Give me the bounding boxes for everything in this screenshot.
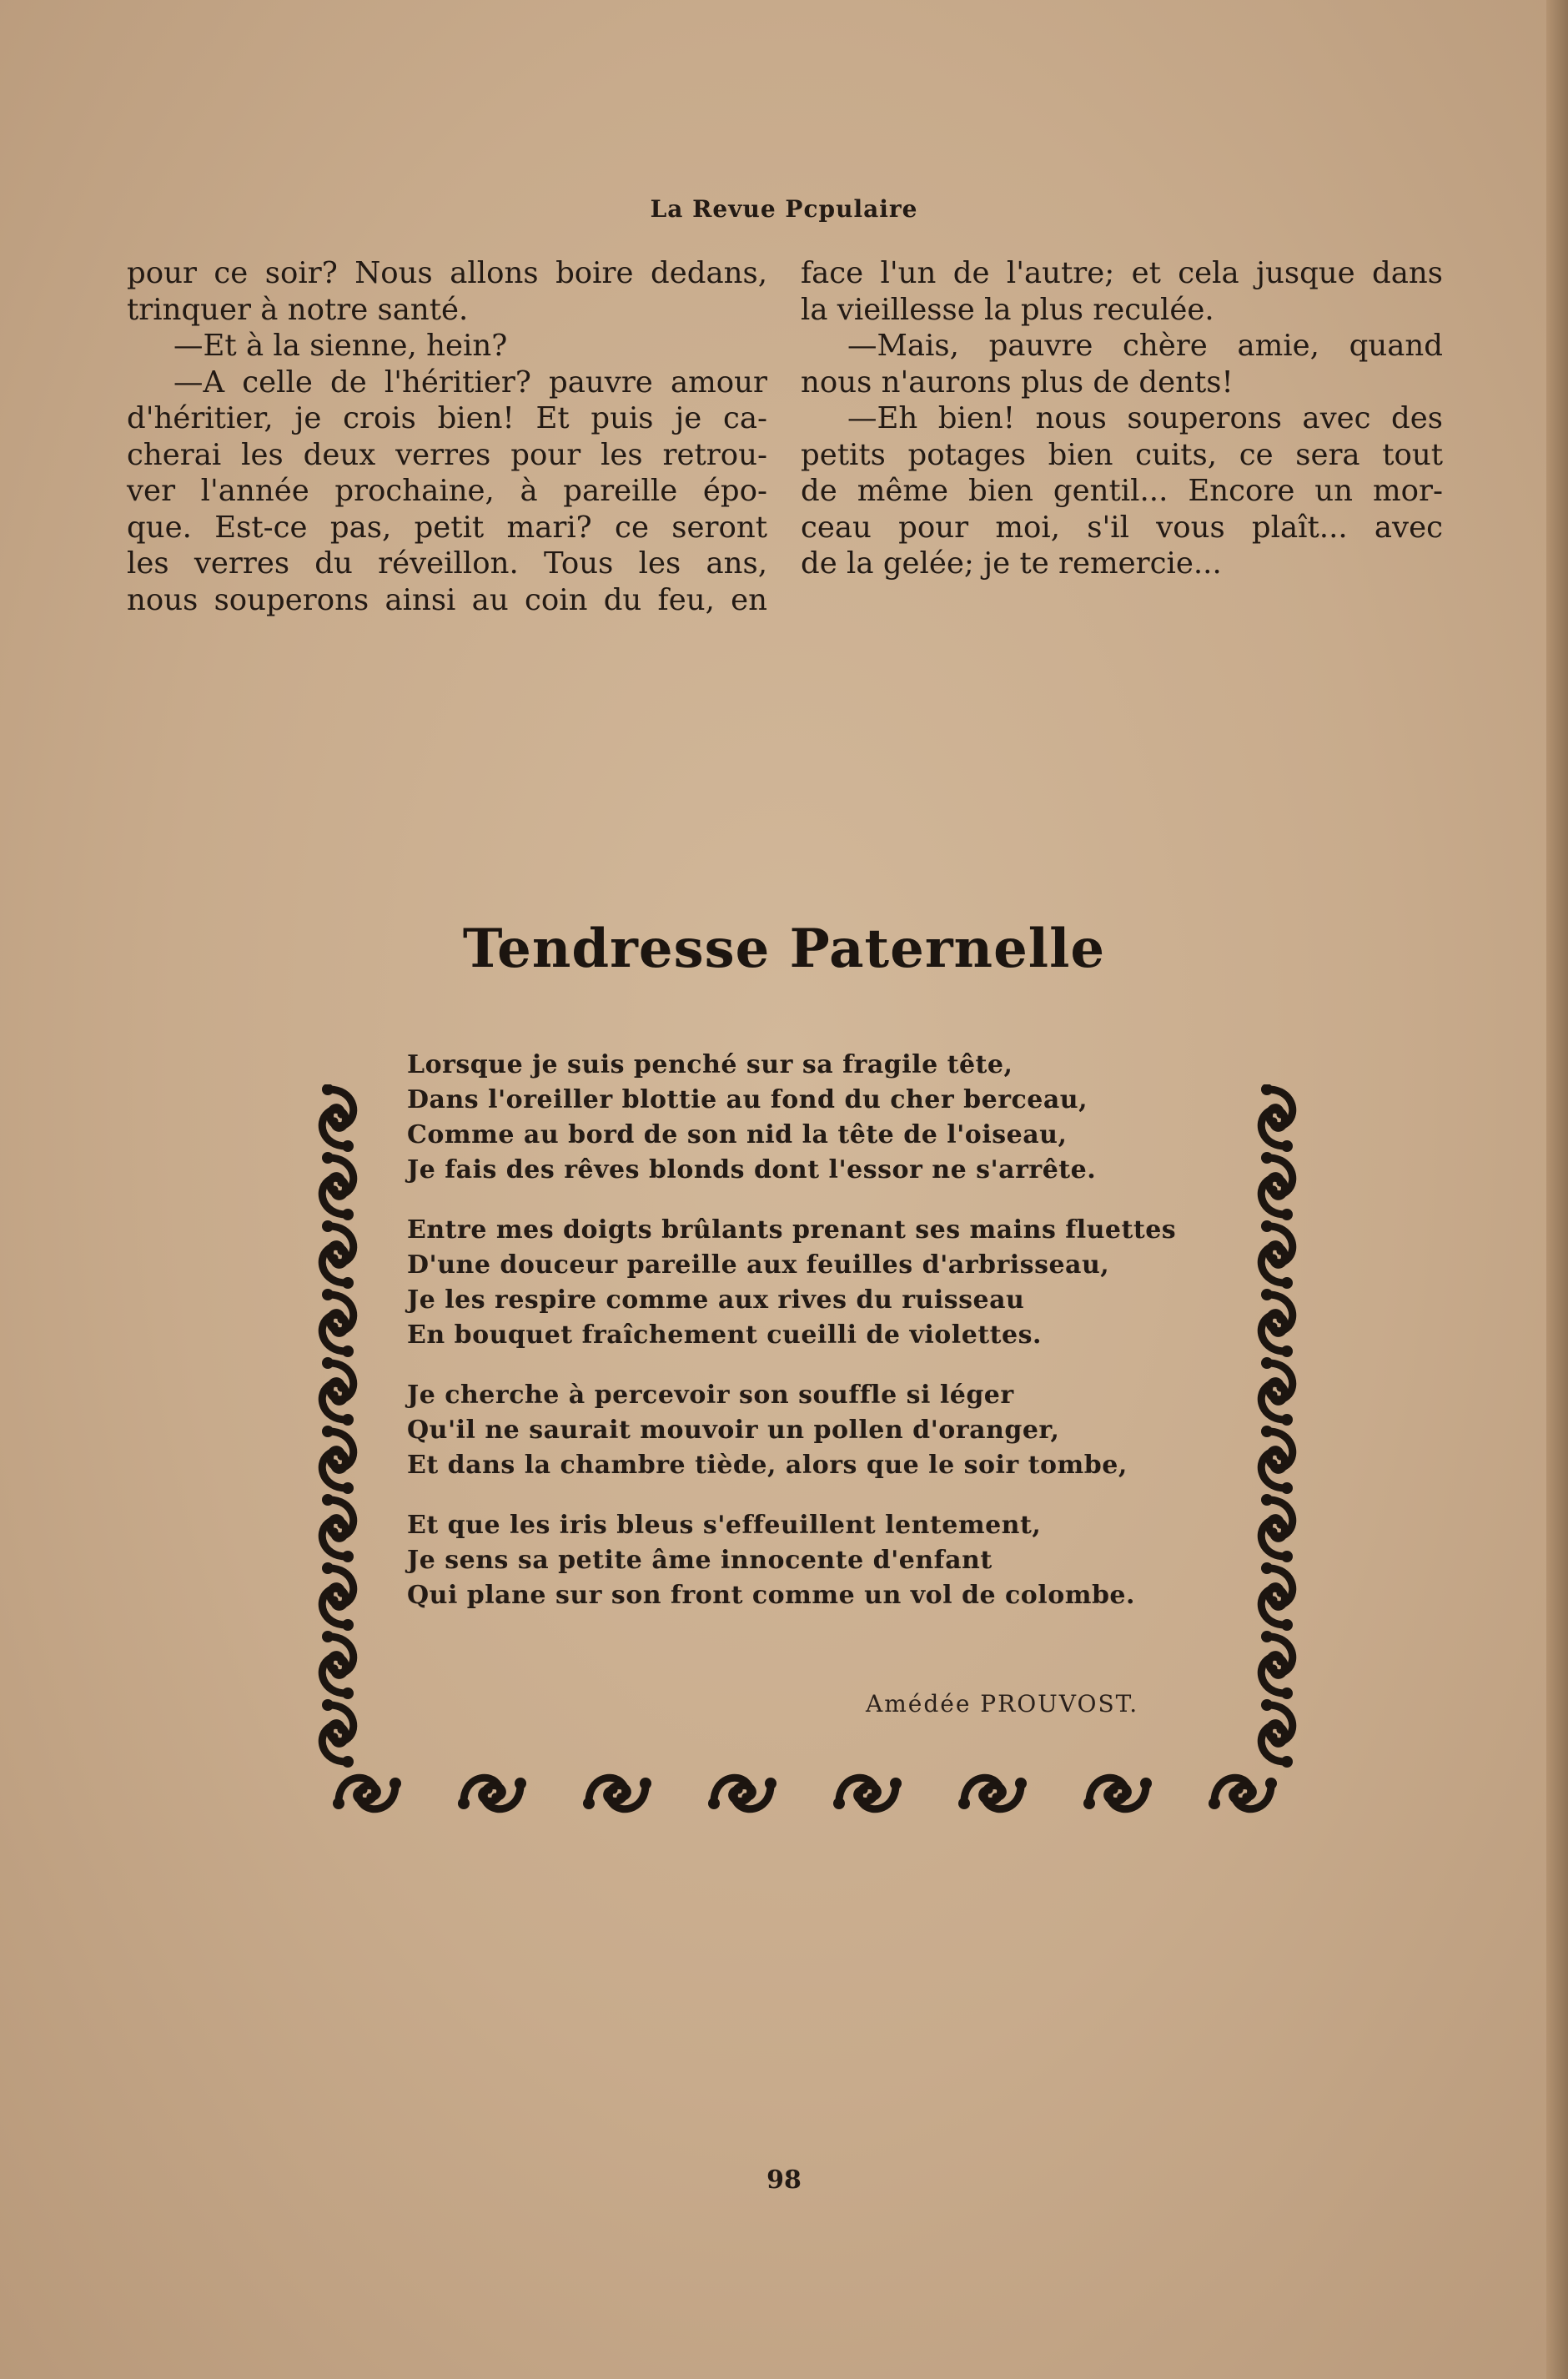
scroll-ornament-icon bbox=[458, 1778, 526, 1809]
text-line: pour ce soir? Nous allons boire dedans, bbox=[127, 256, 767, 290]
scroll-ornament-icon bbox=[1261, 1562, 1293, 1631]
bottom-ornament-border bbox=[300, 1752, 1314, 1835]
text-line: nous souperons ainsi au coin du feu, en bbox=[127, 582, 767, 617]
scroll-ornament-icon bbox=[1261, 1220, 1293, 1289]
text-line: face l'un de l'autre; et cela jusque dans bbox=[801, 256, 1443, 290]
scroll-ornament-icon bbox=[322, 1631, 354, 1699]
text-line: —A celle de l'héritier? pauvre amour bbox=[173, 365, 767, 400]
text-line: de même bien gentil... Encore un mor- bbox=[801, 474, 1443, 508]
scroll-ornament-icon bbox=[833, 1778, 902, 1809]
scroll-ornament-icon bbox=[1209, 1778, 1277, 1809]
text-line: nous n'aurons plus de dents! bbox=[801, 365, 1234, 400]
scroll-ornament-icon bbox=[322, 1357, 354, 1426]
poem-title: Tendresse Paternelle bbox=[462, 918, 1106, 980]
scroll-ornament-icon bbox=[322, 1289, 354, 1357]
stanza bbox=[407, 1508, 1208, 1613]
scroll-ornament-icon bbox=[322, 1494, 354, 1562]
left-column bbox=[127, 255, 767, 618]
verse-line: Je les respire comme aux rives du ruisseau bbox=[407, 1285, 1025, 1315]
verse-line: Qu'il ne saurait mouvoir un pollen d'oranger, bbox=[407, 1416, 1060, 1445]
text-line: —Mais, pauvre chère amie, quand bbox=[847, 329, 1443, 363]
verse-line: Je sens sa petite âme innocente d'enfant bbox=[407, 1546, 993, 1575]
signature: Amédée PROUVOST. bbox=[866, 1690, 1139, 1718]
text-line: ver l'année prochaine, à pareille épo- bbox=[127, 474, 767, 508]
scroll-ornament-icon bbox=[1261, 1631, 1293, 1699]
scroll-ornament-icon bbox=[322, 1562, 354, 1631]
scroll-ornament-icon bbox=[583, 1778, 651, 1809]
right-column bbox=[801, 255, 1443, 582]
verse-line: Comme au bord de son nid la tête de l'oiseau, bbox=[407, 1120, 1068, 1149]
text-line: petits potages bien cuits, ce sera tout bbox=[801, 437, 1443, 472]
scroll-ornament-icon bbox=[322, 1084, 354, 1152]
scroll-ornament-icon bbox=[1261, 1494, 1293, 1562]
text-line: de la gelée; je te remercie... bbox=[801, 546, 1222, 581]
text-line: —Eh bien! nous souperons avec des bbox=[847, 401, 1443, 435]
verse-line: Et que les iris bleus s'effeuillent lentement, bbox=[407, 1511, 1042, 1540]
text-line: d'héritier, je crois bien! Et puis je ca- bbox=[127, 401, 767, 435]
scroll-ornament-icon bbox=[1261, 1289, 1293, 1357]
verse-line: Qui plane sur son front comme un vol de colombe. bbox=[407, 1581, 1135, 1610]
left-ornament-border bbox=[300, 1084, 375, 1835]
running-head: La Revue Pcpulaire bbox=[650, 195, 918, 223]
scroll-ornament-icon bbox=[1261, 1426, 1293, 1494]
scroll-ornament-icon bbox=[1261, 1357, 1293, 1426]
verse-line: Je fais des rêves blonds dont l'essor ne s'arrête. bbox=[407, 1155, 1097, 1184]
text-line: les verres du réveillon. Tous les ans, bbox=[127, 546, 767, 581]
right-ornament-border bbox=[1239, 1084, 1314, 1835]
text-line: cherai les deux verres pour les retrou- bbox=[127, 437, 767, 472]
page-number: 98 bbox=[766, 2165, 802, 2195]
scroll-ornament-icon bbox=[1261, 1152, 1293, 1220]
scroll-ornament-icon bbox=[958, 1778, 1027, 1809]
scroll-ornament-icon bbox=[322, 1220, 354, 1289]
text-line: trinquer à notre santé. bbox=[127, 292, 469, 327]
text-line: que. Est-ce pas, petit mari? ce seront bbox=[127, 510, 767, 545]
verse-line: Lorsque je suis penché sur sa fragile tête, bbox=[407, 1050, 1013, 1079]
verse-line: En bouquet fraîchement cueilli de violettes. bbox=[407, 1320, 1042, 1350]
scroll-ornament-icon bbox=[1261, 1084, 1293, 1152]
scroll-ornament-icon bbox=[1083, 1778, 1152, 1809]
poem-body bbox=[407, 1048, 1208, 1638]
verse-line: Et dans la chambre tiède, alors que le soir tombe, bbox=[407, 1451, 1128, 1480]
text-line: la vieillesse la plus reculée. bbox=[801, 292, 1214, 327]
scroll-ornament-icon bbox=[322, 1152, 354, 1220]
stanza bbox=[407, 1213, 1208, 1353]
verse-line: Je cherche à percevoir son souffle si léger bbox=[407, 1381, 1014, 1410]
scroll-ornament-icon bbox=[333, 1778, 401, 1809]
scroll-ornament-icon bbox=[708, 1778, 776, 1809]
text-line: —Et à la sienne, hein? bbox=[173, 329, 508, 363]
verse-line: Entre mes doigts brûlants prenant ses mains fluettes bbox=[407, 1215, 1177, 1245]
scroll-ornament-icon bbox=[322, 1426, 354, 1494]
stanza bbox=[407, 1378, 1208, 1483]
text-line: ceau pour moi, s'il vous plaît... avec bbox=[801, 510, 1443, 545]
verse-line: D'une douceur pareille aux feuilles d'arbrisseau, bbox=[407, 1250, 1110, 1280]
verse-line: Dans l'oreiller blottie au fond du cher berceau, bbox=[407, 1085, 1088, 1114]
page-edge bbox=[1546, 0, 1568, 2379]
stanza bbox=[407, 1048, 1208, 1188]
